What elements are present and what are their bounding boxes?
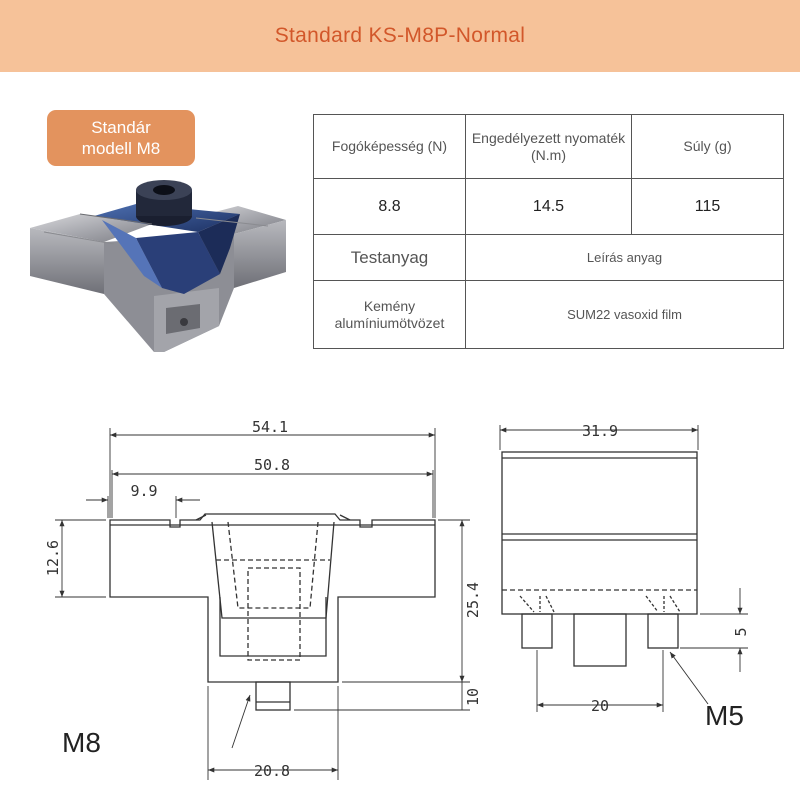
header-weight: Súly (g): [632, 115, 784, 179]
technical-drawing: [0, 395, 800, 800]
value-weight: 115: [632, 179, 784, 235]
badge-line-1: Standár: [91, 118, 151, 137]
side-view: [500, 425, 748, 712]
value-torque: 14.5: [466, 179, 632, 235]
dim-5: 5: [732, 627, 750, 637]
table-row: [314, 235, 784, 281]
dim-20: 20: [590, 697, 610, 715]
badge-line-2: modell M8: [81, 139, 161, 158]
dim-50-8: 50.8: [253, 456, 291, 474]
front-view: [55, 428, 470, 780]
dim-54-1: 54.1: [251, 418, 289, 436]
header-torque: Engedélyezett nyomaték (N.m): [466, 115, 632, 179]
table-row: [314, 281, 784, 349]
jaw-material-label: Kemény alumíniumötvözet: [314, 281, 466, 349]
dim-10: 10: [464, 687, 482, 707]
table-row: [314, 115, 784, 179]
spec-table: [313, 114, 784, 349]
title-banner: [0, 0, 800, 72]
dim-12-6: 12.6: [44, 539, 62, 577]
table-row: [314, 179, 784, 235]
value-grip-force: 8.8: [314, 179, 466, 235]
thread-label-m8: M8: [62, 727, 101, 758]
body-material-label: Testanyag: [314, 235, 466, 281]
page-title: Standard KS-M8P-Normal: [274, 24, 526, 47]
body-material-value: Leírás anyag: [466, 235, 784, 281]
dim-20-8: 20.8: [253, 762, 291, 780]
dim-9-9: 9.9: [130, 482, 158, 500]
jaw-material-value: SUM22 vasoxid film: [466, 281, 784, 349]
thread-label-m5: M5: [705, 700, 744, 731]
dim-25-4: 25.4: [464, 581, 482, 619]
model-badge: [47, 110, 195, 166]
product-image: [24, 176, 299, 366]
dim-31-9: 31.9: [581, 422, 619, 440]
header-grip-force: Fogóképesség (N): [314, 115, 466, 179]
